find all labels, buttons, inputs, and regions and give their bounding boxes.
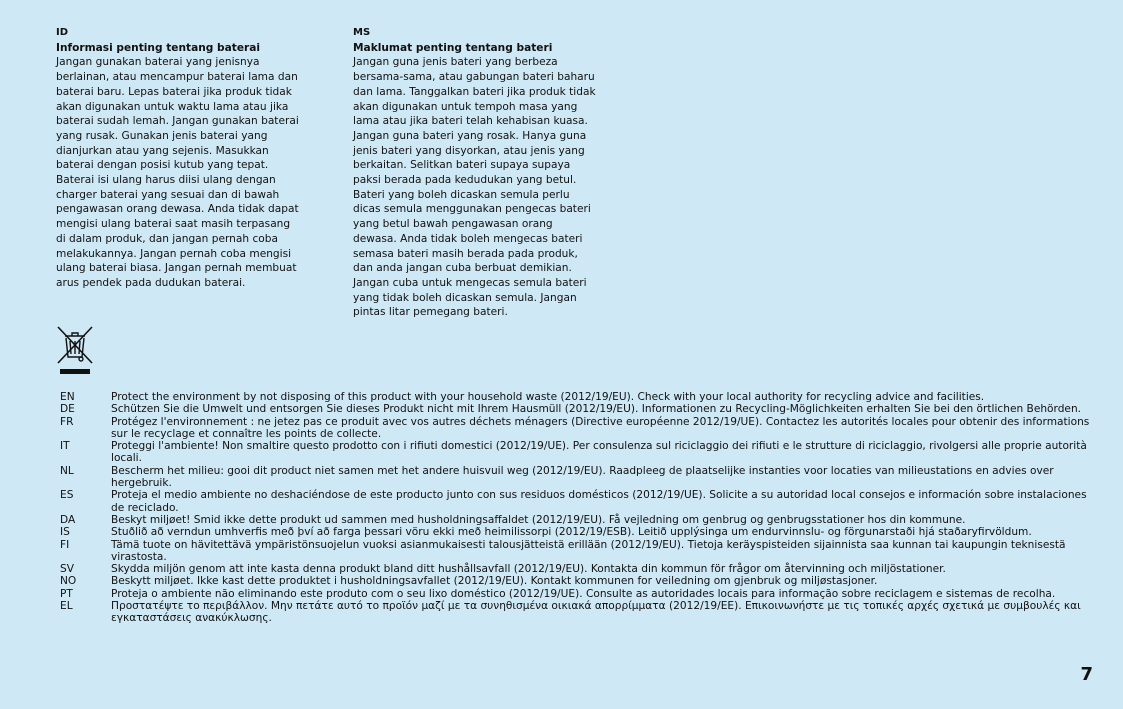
notice-text: Proteja el medio ambiente no deshaciéndose de este producto junto con sus residuos domésticos (2012/19/UE). Solicite a su autoridad local consejos e información sobre instalaciones de reciclado. [111, 489, 1087, 514]
battery-info-ms [353, 26, 623, 320]
language-code: EN [60, 391, 75, 403]
language-code: NO [60, 575, 77, 588]
notice-text: Beskyt miljøet! Smid ikke dette produkt ud sammen med husholdningsaffaldet (2012/19/EU). Få vejledning om genbrug og genbrugsstationer hos din kommune. [111, 513, 966, 526]
language-code: DA [60, 513, 76, 526]
recycling-row-fi [60, 539, 1090, 564]
section-body: Jangan guna jenis bateri yang berbeza bersama-sama, atau gabungan bateri baharu dan lama. Tanggalkan bateri jika produk tidak akan digunakan untuk tempoh masa yang lama atau jika bateri telah kehabisan kuasa. Jangan guna bateri yang rosak. Hanya guna jenis bateri yang disyorkan, atau jenis yang berkaitan. Selitkan bateri supaya supaya paksi berada pada kedudukan yang betul. Bateri yang boleh dicaskan semula perlu dicas semula menggunakan pengecas bateri yang betul bawah pengawasan orang dewasa. Anda tidak boleh mengecas bateri semasa bateri masih berada pada produk, dan anda jangan cuba berbuat demikian. Jangan cuba untuk mengecas semula bateri yang tidak boleh dicaskan semula. Jangan pintas litar pemegang bateri. [353, 56, 596, 319]
notice-text: Protect the environment by not disposing of this product with your household waste (2012/19/EU). Check with your local authority for recycling advice and facilities. [111, 391, 985, 403]
recycling-row-it [60, 440, 1090, 465]
language-code: NL [60, 464, 74, 477]
language-code: EL [60, 600, 73, 613]
recycling-row-de [60, 403, 1090, 415]
notice-text: Skydda miljön genom att inte kasta denna produkt bland ditt hushållsavfall (2012/19/EU). Kontakta din kommun för frågor om återvinning och miljöstationer. [111, 563, 946, 576]
notice-text: Tämä tuote on hävitettävä ympäristönsuojelun vuoksi asianmukaisesti talousjätteistä erillään (2012/19/EU). Tietoja keräyspisteiden sijainnista saa kunnan tai kaupungin teknisestä virastosta. [111, 538, 1066, 563]
recycling-row-pt [60, 588, 1090, 600]
language-code: FR [60, 415, 74, 428]
notice-text: Προστατέψτε το περιβάλλον. Μην πετάτε αυτό το προϊόν μαζί με τα συνηθισμένα οικιακά απορρίμματα (2012/19/ΕΕ). Επικοινωνήστε με τις τοπικές αρχές σχετικά με συμβουλές και εγκαταστάσεις ανακύκλωσης. [111, 600, 1081, 625]
notice-text: Schützen Sie die Umwelt und entsorgen Sie dieses Produkt nicht mit Ihrem Hausmüll (2012/19/EU). Informationen zu Recycling-Möglichkeiten erhalten Sie bei den örtlichen Behörden. [111, 403, 1082, 416]
language-code: FI [60, 538, 70, 551]
crossed-out-wheelie-bin-icon [55, 324, 95, 376]
section-heading: Maklumat penting tentang bateri [353, 41, 553, 54]
notice-text: Beskytt miljøet. Ikke kast dette produktet i husholdningsavfallet (2012/19/EU). Kontakt kommunen for veiledning om gjenbruk og miljøstasjoner. [111, 575, 878, 588]
section-body: Jangan gunakan baterai yang jenisnya berlainan, atau mencampur baterai lama dan baterai baru. Lepas baterai jika produk tidak akan digunakan untuk waktu lama atau jika baterai sudah lemah. Jangan gunakan baterai yang rusak. Gunakan jenis baterai yang dianjurkan atau yang sejenis. Masukkan baterai dengan posisi kutub yang tepat. Baterai isi ulang harus diisi ulang dengan charger baterai yang sesuai dan di bawah pengawasan orang dewasa. Anda tidak dapat mengisi ulang baterai saat masih terpasang di dalam produk, dan jangan pernah coba melakukannya. Jangan pernah coba mengisi ulang baterai biasa. Jangan pernah membuat arus pendek pada dudukan baterai. [56, 56, 299, 289]
language-code: ES [60, 489, 74, 502]
language-code: PT [60, 587, 73, 600]
battery-info-id [56, 26, 326, 291]
section-heading: Informasi penting tentang baterai [56, 41, 261, 54]
recycling-row-sv [60, 563, 1090, 575]
recycling-notices [60, 391, 1090, 625]
recycling-row-no [60, 575, 1090, 587]
language-code: DE [60, 403, 75, 416]
page-number: 7 [1080, 664, 1093, 685]
recycling-row-es [60, 489, 1090, 514]
notice-text: Proteggi l'ambiente! Non smaltire questo prodotto con i rifiuti domestici (2012/19/UE). Per consulenza sul riciclaggio dei rifiuti e le strutture di riciclaggio, rivolgersi alle proprie autorità locali. [111, 440, 1087, 465]
recycling-row-en [60, 391, 1090, 403]
recycling-row-el [60, 600, 1090, 625]
language-code: IT [60, 440, 70, 453]
recycling-row-is [60, 526, 1090, 538]
notice-text: Stuðlið að verndun umhverfis með því að farga þessari vöru ekki með heimilissorpi (2012/19/ESB). Leitið upplýsinga um endurvinnslu- og förgunarstaði hjá staðaryfirvöldum. [111, 526, 1032, 539]
notice-text: Bescherm het milieu: gooi dit product niet samen met het andere huisvuil weg (2012/19/EU). Raadpleeg de plaatselijke instanties voor locaties van milieustations en advies over hergebruik. [111, 464, 1054, 490]
recycling-row-da [60, 514, 1090, 526]
language-code: ID [56, 27, 69, 38]
recycling-row-fr [60, 416, 1090, 441]
notice-text: Protégez l'environnement : ne jetez pas ce produit avec vos autres déchets ménagers (Directive européenne 2012/19/UE). Contactez les autorités locales pour obtenir des informations sur le recyclage et connaître les points de collecte. [111, 415, 1090, 440]
language-code: IS [60, 526, 70, 539]
recycling-row-nl [60, 465, 1090, 490]
language-code: SV [60, 563, 74, 576]
language-code: MS [353, 27, 371, 38]
notice-text: Proteja o ambiente não eliminando este produto com o seu lixo doméstico (2012/19/UE). Consulte as autoridades locais para informação sobre reciclagem e sistemas de recolha. [111, 587, 1056, 600]
